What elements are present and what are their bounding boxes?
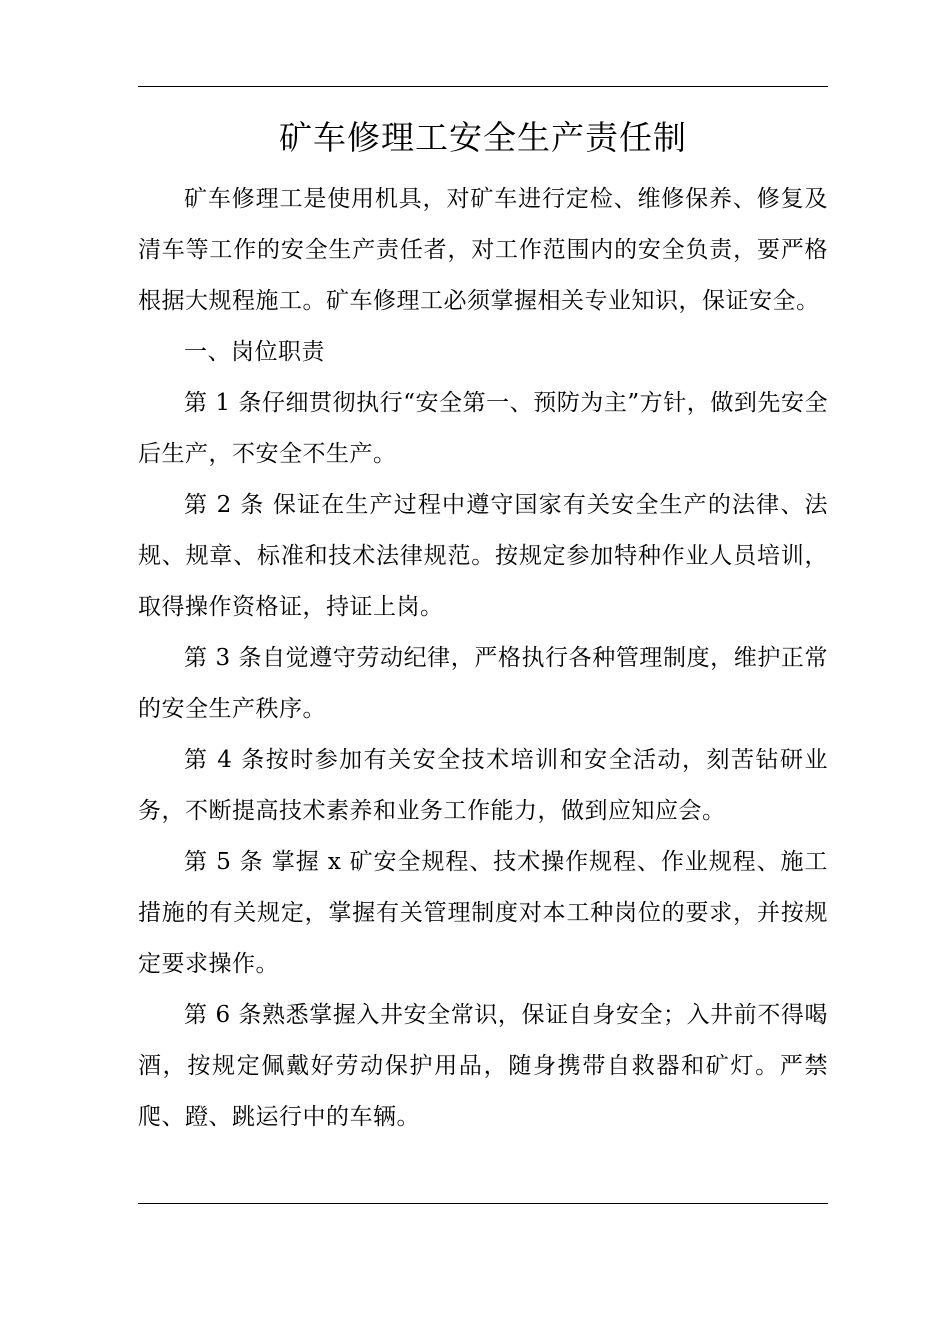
article-3: 第 3 条自觉遵守劳动纪律，严格执行各种管理制度，维护正常的安全生产秩序。 [138, 645, 828, 722]
article-4: 第 4 条按时参加有关安全技术培训和安全活动，刻苦钻研业务，不断提高技术素养和业务工作能力，做到应知应会。 [138, 747, 828, 824]
article-1: 第 1 条仔细贯彻执行“安全第一、预防为主”方针，做到先安全后生产，不安全不生产。 [138, 390, 828, 467]
section-heading: 一、岗位职责 [184, 339, 325, 365]
intro-paragraph: 矿车修理工是使用机具，对矿车进行定检、维修保养、修复及清车等工作的安全生产责任者，对工作范围内的安全负责，要严格根据大规程施工。矿车修理工必须掌握相关专业知识，保证安全。 [138, 186, 828, 314]
document-body [138, 174, 828, 1143]
footer-rule [138, 1203, 828, 1204]
article-2: 第 2 条 保证在生产过程中遵守国家有关安全生产的法律、法规、规章、标准和技术法律规范。按规定参加特种作业人员培训，取得操作资格证，持证上岗。 [138, 492, 828, 620]
header-rule [138, 86, 828, 87]
document-title: 矿车修理工安全生产责任制 [279, 118, 687, 157]
article-5: 第 5 条 掌握 x 矿安全规程、技术操作规程、作业规程、施工措施的有关规定，掌握有关管理制度对本工种岗位的要求，并按规定要求操作。 [138, 849, 828, 977]
article-6: 第 6 条熟悉掌握入井安全常识，保证自身安全；入井前不得喝酒，按规定佩戴好劳动保护用品，随身携带自救器和矿灯。严禁爬、蹬、跳运行中的车辆。 [138, 1002, 828, 1130]
